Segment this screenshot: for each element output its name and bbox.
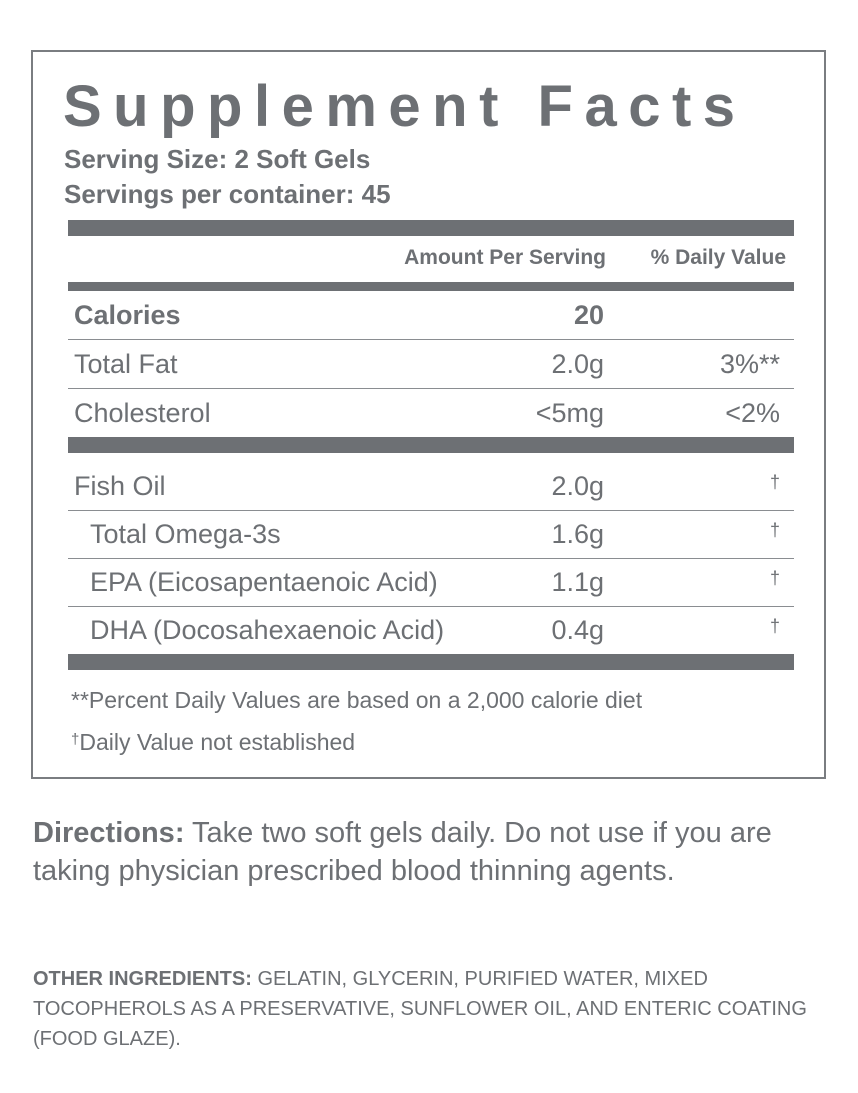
- footnote-not-established: [71, 726, 355, 756]
- supplement-facts-panel: [31, 50, 826, 779]
- table-row: [68, 558, 794, 607]
- serving-size: Serving Size: 2 Soft Gels: [64, 144, 371, 174]
- other-ingredients-block: [33, 964, 823, 1054]
- row-name: Cholesterol: [74, 398, 211, 428]
- row-amount: 2.0g: [551, 349, 604, 379]
- medium-divider: [68, 282, 794, 291]
- footnote-daily-values: **Percent Daily Values are based on a 2,000 calorie diet: [71, 687, 643, 713]
- thick-divider-middle: [68, 437, 794, 453]
- row-name: Calories: [74, 300, 181, 330]
- panel-title: Supplement Facts: [63, 74, 747, 139]
- row-amount: 1.6g: [551, 519, 604, 549]
- row-amount: 20: [573, 300, 604, 330]
- row-name: DHA (Docosahexaenoic Acid): [90, 615, 445, 645]
- table-row: [68, 606, 794, 654]
- table-row: [68, 389, 794, 437]
- servings-per-container: Servings per container: 45: [64, 179, 391, 209]
- row-amount: 2.0g: [551, 471, 604, 501]
- row-name: Total Fat: [74, 349, 178, 379]
- row-daily-value: †: [769, 568, 780, 588]
- row-amount: 0.4g: [551, 615, 604, 645]
- directions-text: Take two soft gels daily. Do not use if you are taking physician prescribed blood thinning agents.: [33, 817, 772, 887]
- header-daily-value: % Daily Value: [650, 246, 786, 269]
- table-row: [68, 291, 794, 340]
- header-amount: Amount Per Serving: [404, 246, 606, 269]
- directions-block: [33, 814, 823, 890]
- row-daily-value: †: [769, 616, 780, 636]
- row-name: Fish Oil: [74, 471, 166, 501]
- table-row: [68, 510, 794, 559]
- table-row: [68, 340, 794, 389]
- dagger-mark: †: [71, 731, 80, 748]
- ingredients-text: GELATIN, GLYCERIN, PURIFIED WATER, MIXED TOCOPHEROLS AS A PRESERVATIVE, SUNFLOWER OIL, AND ENTERIC COATING (FOOD GLAZE).: [33, 968, 807, 1050]
- footnote-text: Daily Value not established: [79, 729, 356, 755]
- table-row: [68, 462, 794, 511]
- row-daily-value: 3%**: [719, 349, 780, 379]
- thick-divider-top: [68, 220, 794, 236]
- ingredients-label: OTHER INGREDIENTS:: [33, 968, 252, 990]
- row-name: Total Omega-3s: [90, 519, 281, 549]
- row-amount: 1.1g: [551, 567, 604, 597]
- thick-divider-bottom: [68, 654, 794, 670]
- row-daily-value: <2%: [725, 398, 780, 428]
- row-daily-value: †: [769, 520, 780, 540]
- row-amount: <5mg: [535, 398, 604, 428]
- row-name: EPA (Eicosapentaenoic Acid): [90, 567, 438, 597]
- row-daily-value: †: [769, 472, 780, 492]
- directions-label: Directions:: [33, 817, 185, 849]
